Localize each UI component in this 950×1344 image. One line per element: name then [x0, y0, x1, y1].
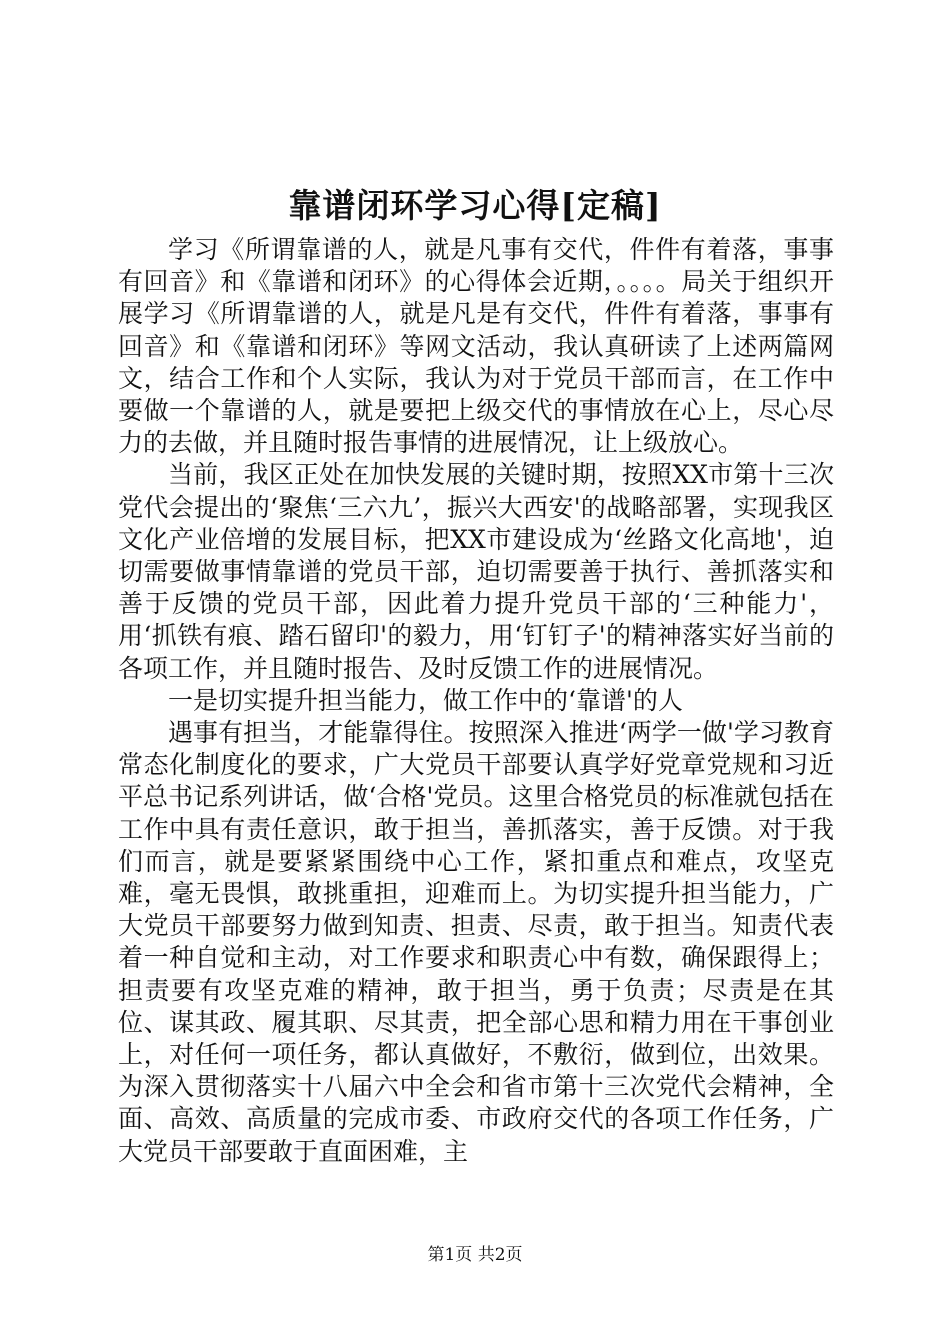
page-number-footer: 第1页 共2页	[427, 1245, 523, 1265]
paragraph-current-situation: 当前，我区正处在加快发展的关键时期，按照XX市第十三次党代会提出的‘聚焦‘三六九’，振兴大西安'的战略部署，实现我区文化产业倍增的发展目标，把XX市建设成为‘丝路文化高地'，迫切需要做事情靠谱的党员干部，迫切需要善于执行、善抓落实和善于反馈的党员干部，因此着力提升党员干部的‘三种能力'，用‘抓铁有痕、踏石留印'的毅力，用‘钉钉子'的精神落实好当前的各项工作，并且随时报告、及时反馈工作的进展情况。	[118, 460, 834, 683]
document-body	[118, 234, 834, 1168]
document-title: 靠谱闭环学习心得[定稿]	[288, 186, 662, 225]
paragraph-responsibility: 遇事有担当，才能靠得住。按照深入推进‘两学一做'学习教育常态化制度化的要求，广大党员干部要认真学好党章党规和习近平总书记系列讲话，做‘合格'党员。这里合格党员的标准就包括在工作中具有责任意识，敢于担当，善抓落实，善于反馈。对于我们而言，就是要紧紧围绕中心工作，紧扣重点和难点，攻坚克难，毫无畏惧，敢挑重担，迎难而上。为切实提升担当能力，广大党员干部要努力做到知责、担责、尽责，敢于担当。知责代表着一种自觉和主动，对工作要求和职责心中有数，确保跟得上；担责要有攻坚克难的精神，敢于担当，勇于负责；尽责是在其位、谋其政、履其职、尽其责，把全部心思和精力用在干事创业上，对任何一项任务，都认真做好，不敷衍，做到位，出效果。为深入贯彻落实十八届六中全会和省市第十三次党代会精神，全面、高效、高质量的完成市委、市政府交代的各项工作任务，广大党员干部要敢于直面困难，主	[118, 718, 834, 1166]
section-heading-one: 一是切实提升担当能力，做工作中的‘靠谱'的人	[168, 685, 683, 715]
paragraph-intro: 学习《所谓靠谱的人，就是凡事有交代，件件有着落，事事有回音》和《靠谱和闭环》的心得体会近期，。。。。局关于组织开展学习《所谓靠谱的人，就是凡是有交代，件件有着落，事事有回音》和《靠谱和闭环》等网文活动，我认真研读了上述两篇网文，结合工作和个人实际，我认为对于党员干部而言，在工作中要做一个靠谱的人，就是要把上级交代的事情放在心上，尽心尽力的去做，并且随时报告事情的进展情况，让上级放心。	[118, 235, 834, 458]
